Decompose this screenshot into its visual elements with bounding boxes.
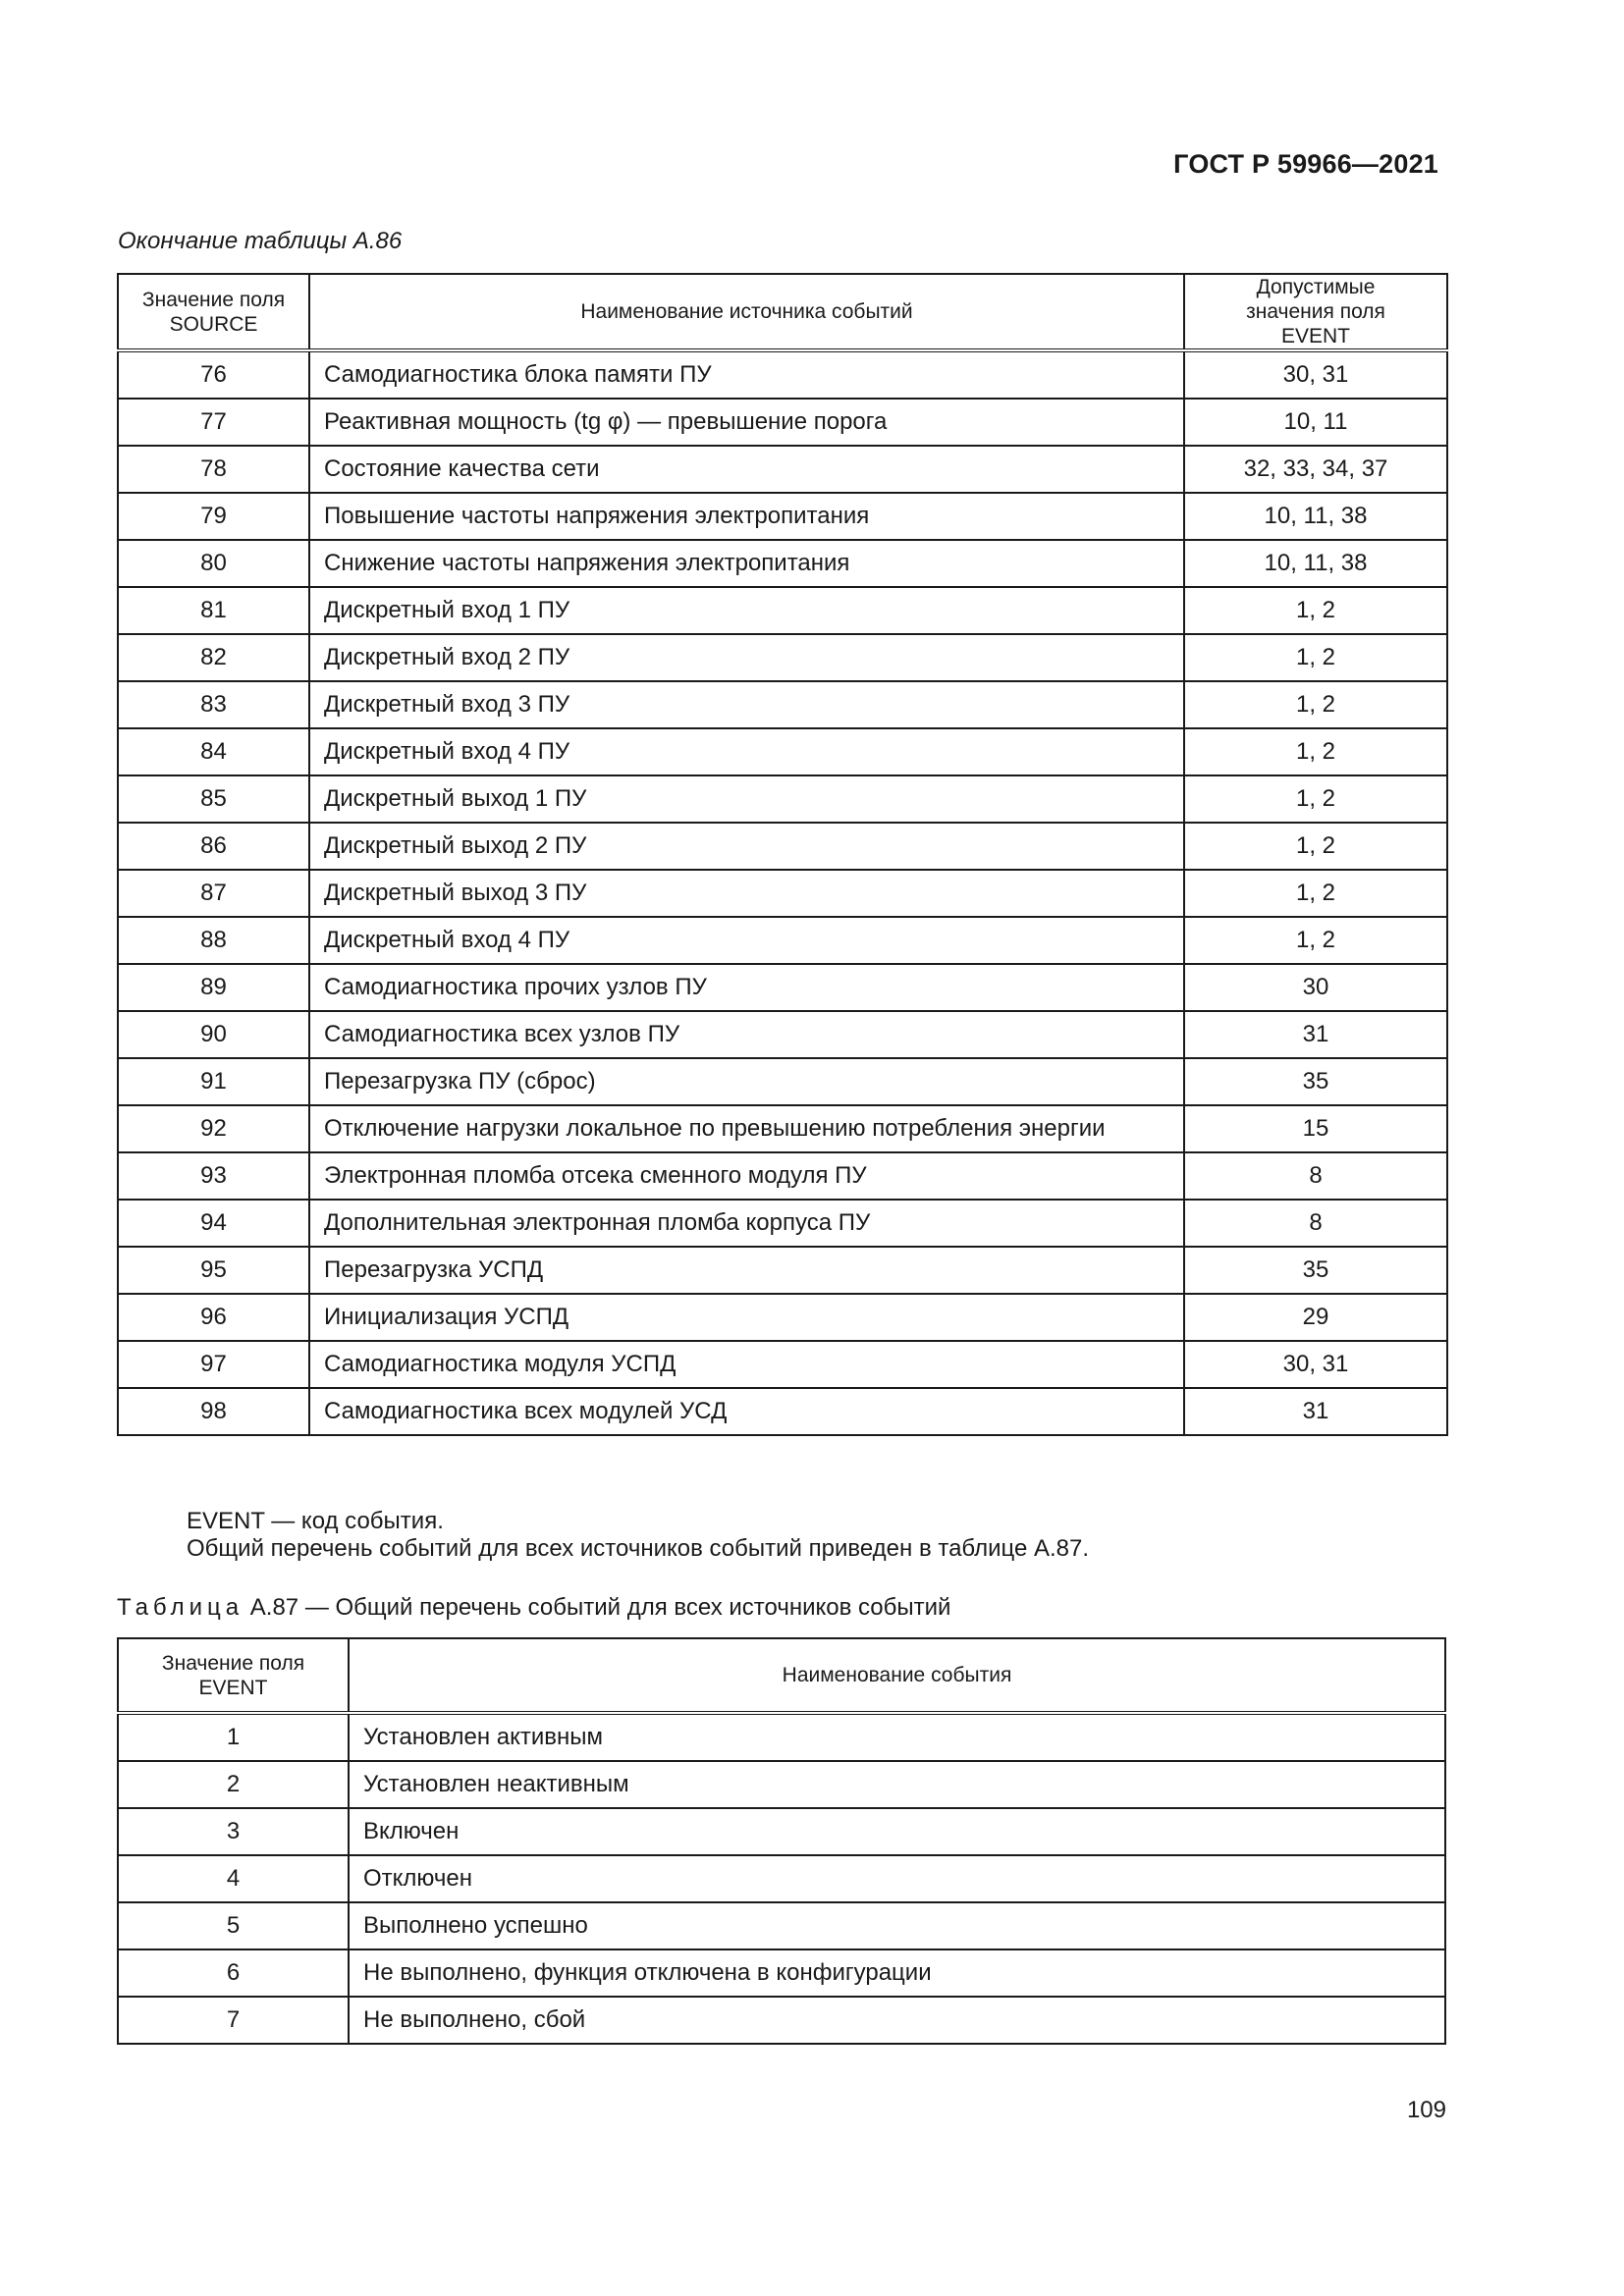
table-row: [118, 870, 1447, 917]
table-86-cell-source: 77: [118, 399, 309, 446]
table-row: [118, 540, 1447, 587]
table-86-cell-source: 86: [118, 823, 309, 870]
table-86-cell-name: Дискретный выход 1 ПУ: [309, 775, 1184, 823]
table-86-cell-name: Самодиагностика прочих узлов ПУ: [309, 964, 1184, 1011]
table-87-header-row: [118, 1638, 1445, 1713]
table-86-cell-source: 93: [118, 1152, 309, 1200]
table-row: [118, 350, 1447, 399]
table-86-cell-name: Повышение частоты напряжения электропитания: [309, 493, 1184, 540]
table-86-cell-events: 1, 2: [1184, 587, 1447, 634]
table-87-title-prefix: Таблица: [117, 1594, 244, 1621]
table-87-cell-name: Не выполнено, функция отключена в конфигурации: [349, 1949, 1445, 1997]
table-row: [118, 775, 1447, 823]
table-86-cell-events: 32, 33, 34, 37: [1184, 446, 1447, 493]
table-row: [118, 493, 1447, 540]
table-87-cell-name: Не выполнено, сбой: [349, 1997, 1445, 2044]
table-86-cell-events: 15: [1184, 1105, 1447, 1152]
table-87-body: [118, 1713, 1445, 2044]
table-87-cell-event: 2: [118, 1761, 349, 1808]
table-row: [118, 1902, 1445, 1949]
table-86-cell-events: 30, 31: [1184, 1341, 1447, 1388]
table-row: [118, 1247, 1447, 1294]
table-86-cell-name: Перезагрузка ПУ (сброс): [309, 1058, 1184, 1105]
table-86-cell-source: 82: [118, 634, 309, 681]
table-row: [118, 1011, 1447, 1058]
table-86-cell-name: Дискретный вход 2 ПУ: [309, 634, 1184, 681]
table-86-cell-source: 76: [118, 350, 309, 399]
table-86-cell-name: Дискретный выход 2 ПУ: [309, 823, 1184, 870]
table-86-cell-name: Снижение частоты напряжения электропитания: [309, 540, 1184, 587]
table-86-cell-name: Дискретный вход 4 ПУ: [309, 728, 1184, 775]
table-row: [118, 823, 1447, 870]
table-row: [118, 1713, 1445, 1761]
table-86-cell-name: Дополнительная электронная пломба корпуса ПУ: [309, 1200, 1184, 1247]
table-86-cell-source: 80: [118, 540, 309, 587]
table-87-cell-name: Установлен неактивным: [349, 1761, 1445, 1808]
table-86-cell-events: 1, 2: [1184, 870, 1447, 917]
table-row: [118, 1058, 1447, 1105]
table-86-header-name: Наименование источника событий: [309, 274, 1184, 350]
table-86-cell-events: 10, 11, 38: [1184, 493, 1447, 540]
table-row: [118, 1388, 1447, 1435]
table-86-cell-source: 98: [118, 1388, 309, 1435]
table-86-cell-name: Дискретный вход 3 ПУ: [309, 681, 1184, 728]
table-87-cell-name: Включен: [349, 1808, 1445, 1855]
table-86-cell-source: 84: [118, 728, 309, 775]
table-row: [118, 917, 1447, 964]
table-row: [118, 1294, 1447, 1341]
table-86-cell-name: Реактивная мощность (tg φ) — превышение порога: [309, 399, 1184, 446]
table-86-cell-source: 90: [118, 1011, 309, 1058]
table-row: [118, 1997, 1445, 2044]
table-row: [118, 728, 1447, 775]
table-row: [118, 964, 1447, 1011]
table-87-cell-name: Установлен активным: [349, 1713, 1445, 1761]
table-86-cell-source: 83: [118, 681, 309, 728]
table-row: [118, 1341, 1447, 1388]
table-86-cell-source: 79: [118, 493, 309, 540]
table-86-cell-name: Инициализация УСПД: [309, 1294, 1184, 1341]
table-86-cell-source: 91: [118, 1058, 309, 1105]
table-87-cell-name: Отключен: [349, 1855, 1445, 1902]
table-87-title: [117, 1594, 950, 1622]
table-87-header-name: Наименование события: [349, 1638, 1445, 1713]
table-86-cell-name: Самодиагностика модуля УСПД: [309, 1341, 1184, 1388]
table-86-cell-events: 8: [1184, 1152, 1447, 1200]
table-86-body: [118, 350, 1447, 1435]
table-row: [118, 399, 1447, 446]
table-86-header-row: [118, 274, 1447, 350]
table-86-cell-name: Самодиагностика блока памяти ПУ: [309, 350, 1184, 399]
table-86-cell-name: Дискретный вход 4 ПУ: [309, 917, 1184, 964]
table-86-cell-name: Самодиагностика всех модулей УСД: [309, 1388, 1184, 1435]
table-86-cell-source: 97: [118, 1341, 309, 1388]
note-event-code: EVENT — код события.: [187, 1508, 444, 1534]
table-86-cell-source: 85: [118, 775, 309, 823]
table-86-cell-source: 95: [118, 1247, 309, 1294]
table-86-cell-events: 31: [1184, 1011, 1447, 1058]
table-row: [118, 1808, 1445, 1855]
notes: [187, 1508, 1089, 1563]
table-86-cell-events: 30, 31: [1184, 350, 1447, 399]
table-87-cell-name: Выполнено успешно: [349, 1902, 1445, 1949]
table-86-cell-source: 92: [118, 1105, 309, 1152]
table-86-cell-events: 31: [1184, 1388, 1447, 1435]
table-87-cell-event: 3: [118, 1808, 349, 1855]
table-86-cell-events: 1, 2: [1184, 634, 1447, 681]
table-86-cell-events: 1, 2: [1184, 823, 1447, 870]
table-86-cell-events: 10, 11, 38: [1184, 540, 1447, 587]
table-row: [118, 587, 1447, 634]
table-86-cell-name: Дискретный выход 3 ПУ: [309, 870, 1184, 917]
table-86-cell-source: 89: [118, 964, 309, 1011]
page-number: 109: [1406, 2097, 1446, 2123]
table-86-cell-source: 78: [118, 446, 309, 493]
table-row: [118, 1949, 1445, 1997]
table-87-cell-event: 6: [118, 1949, 349, 1997]
table-86: [117, 273, 1448, 1436]
table-86-cell-events: 1, 2: [1184, 681, 1447, 728]
table-86-cell-name: Отключение нагрузки локальное по превышению потребления энергии: [309, 1105, 1184, 1152]
table-86-cell-name: Самодиагностика всех узлов ПУ: [309, 1011, 1184, 1058]
table-86-cell-name: Перезагрузка УСПД: [309, 1247, 1184, 1294]
table-87-cell-event: 5: [118, 1902, 349, 1949]
document-standard-number: ГОСТ Р 59966—2021: [1173, 149, 1438, 179]
table-row: [118, 1855, 1445, 1902]
table-86-header-events: Допустимые значения поля EVENT: [1184, 274, 1447, 350]
table-86-cell-events: 30: [1184, 964, 1447, 1011]
table-86-cell-events: 8: [1184, 1200, 1447, 1247]
table-86-caption: Окончание таблицы А.86: [118, 228, 403, 254]
table-row: [118, 681, 1447, 728]
table-row: [118, 446, 1447, 493]
table-row: [118, 634, 1447, 681]
table-87-cell-event: 7: [118, 1997, 349, 2044]
table-86-cell-events: 35: [1184, 1247, 1447, 1294]
table-86-cell-events: 1, 2: [1184, 917, 1447, 964]
table-86-cell-events: 1, 2: [1184, 728, 1447, 775]
table-row: [118, 1152, 1447, 1200]
table-86-cell-events: 35: [1184, 1058, 1447, 1105]
table-87-title-text: А.87 — Общий перечень событий для всех источников событий: [244, 1594, 951, 1621]
table-87: [117, 1637, 1446, 2045]
table-row: [118, 1200, 1447, 1247]
table-row: [118, 1105, 1447, 1152]
table-87-cell-event: 4: [118, 1855, 349, 1902]
table-86-cell-source: 81: [118, 587, 309, 634]
table-86-cell-source: 96: [118, 1294, 309, 1341]
table-86-cell-events: 29: [1184, 1294, 1447, 1341]
table-87-cell-event: 1: [118, 1713, 349, 1761]
table-86-cell-source: 94: [118, 1200, 309, 1247]
table-86-cell-source: 87: [118, 870, 309, 917]
table-86-cell-name: Электронная пломба отсека сменного модуля ПУ: [309, 1152, 1184, 1200]
table-87-header-event: Значение поля EVENT: [118, 1638, 349, 1713]
table-row: [118, 1761, 1445, 1808]
table-86-cell-events: 1, 2: [1184, 775, 1447, 823]
table-86-cell-name: Дискретный вход 1 ПУ: [309, 587, 1184, 634]
table-86-cell-name: Состояние качества сети: [309, 446, 1184, 493]
table-86-cell-events: 10, 11: [1184, 399, 1447, 446]
note-event-list-reference: Общий перечень событий для всех источников событий приведен в таблице А.87.: [187, 1535, 1090, 1562]
table-86-cell-source: 88: [118, 917, 309, 964]
table-86-header-source: Значение поля SOURCE: [118, 274, 309, 350]
